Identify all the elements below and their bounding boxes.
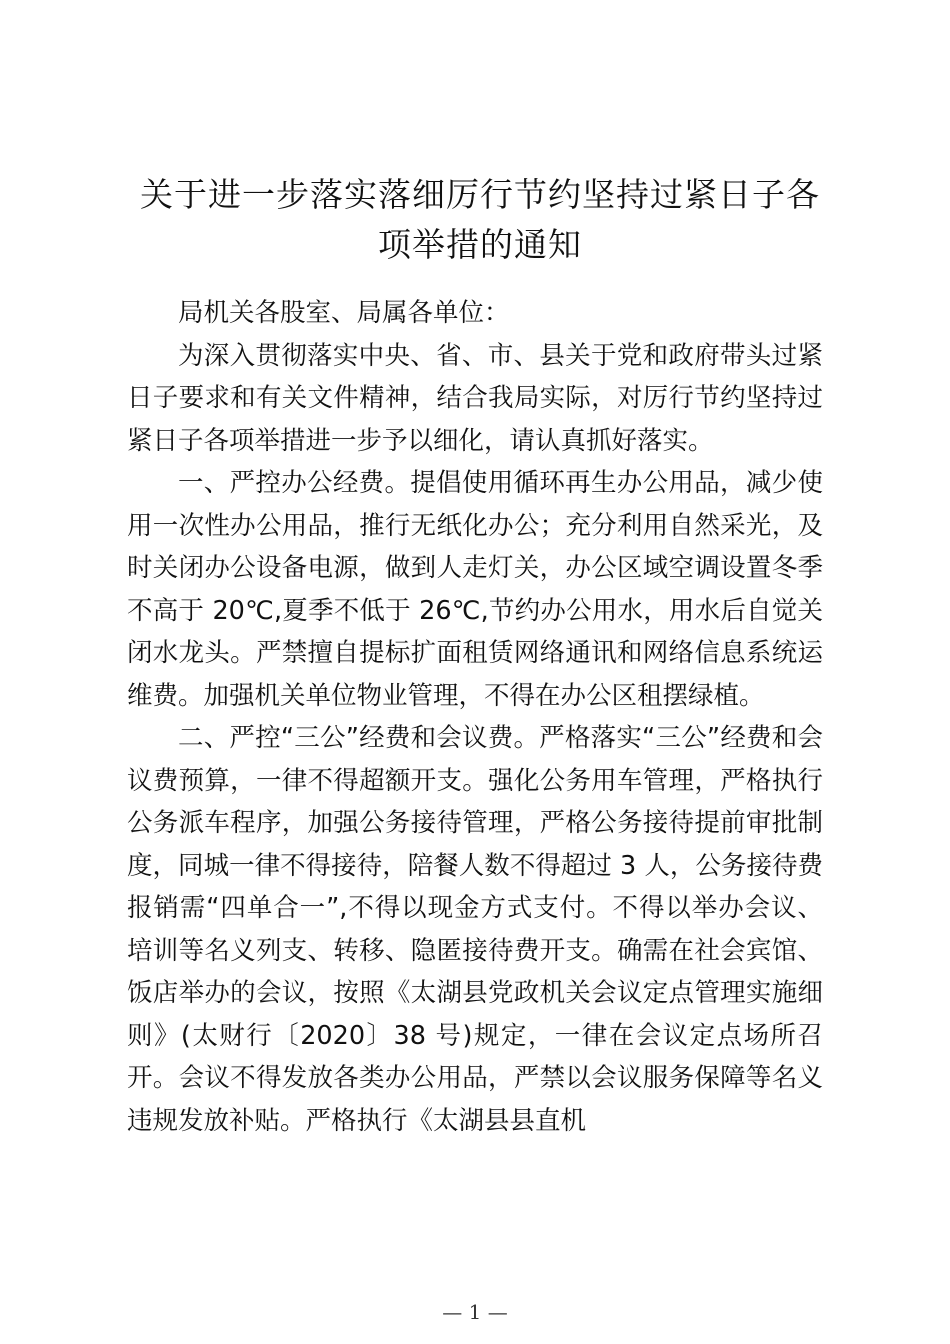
title-line-2: 项举措的通知 xyxy=(378,225,582,264)
paragraph-three-public-expenses: 二、严控“三公”经费和会议费。严格落实“三公”经费和会议费预算，一律不得超额开支。强化公务用车管理，严格执行公务派车程序，加强公务接待管理，严格公务接待提前审批制度，同城一律不得接待，陪餐人数不得超过 3 人，公务接待费报销需“四单合一”,不得以现金方式支付。不得以举办会议、培训等名义列支、转移、隐匿接待费开支。确需在社会宾馆、饭店举办的会议，按照《太湖县党政机关会议定点管理实施细则》(太财行〔2020〕38 号)规定，一律在会议定点场所召开。会议不得发放各类办公用品，严禁以会议服务保障等名义违规发放补贴。严格执行《太湖县县直机 xyxy=(127,723,823,1136)
title-line-1: 关于进一步落实落细厉行节约坚持过紧日子各 xyxy=(140,175,820,214)
document-title xyxy=(110,170,850,270)
paragraph-office-expenses: 一、严控办公经费。提倡使用循环再生办公用品，减少使用一次性办公用品，推行无纸化办公；充分利用自然采光，及时关闭办公设备电源，做到人走灯关，办公区域空调设置冬季不高于 20℃,夏季不低于 26℃,节约办公用水，用水后自觉关闭水龙头。严禁擅自提标扩面租赁网络通讯和网络信息系统运维费。加强机关单位物业管理，不得在办公区租摆绿植。 xyxy=(127,468,823,711)
page-number: — 1 — xyxy=(442,1300,508,1324)
salutation: 局机关各股室、局属各单位： xyxy=(178,298,510,328)
paragraph-intro: 为深入贯彻落实中央、省、市、县关于党和政府带头过紧日子要求和有关文件精神，结合我局实际，对厉行节约坚持过紧日子各项举措进一步予以细化，请认真抓好落实。 xyxy=(127,340,823,456)
document-body xyxy=(127,292,823,1142)
